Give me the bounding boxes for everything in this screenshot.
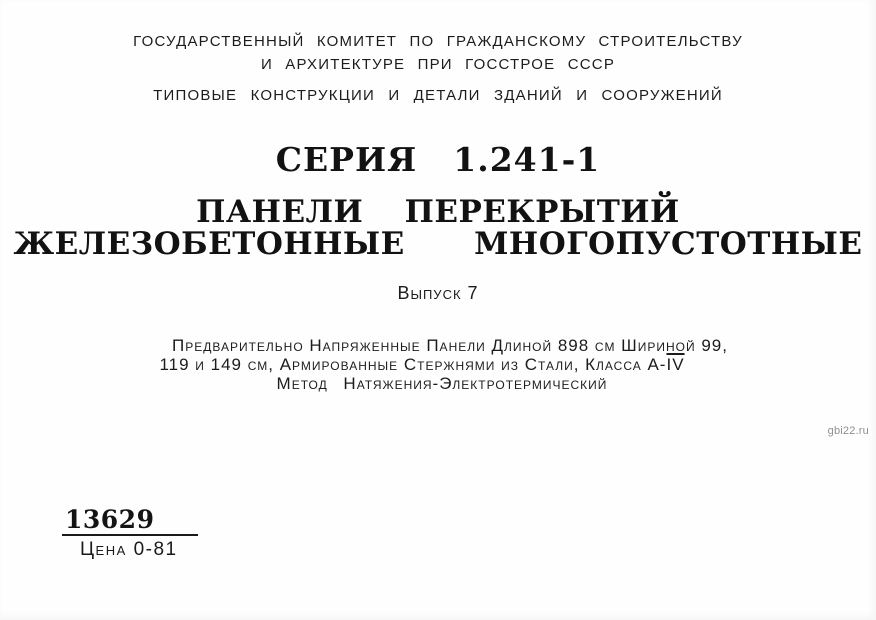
series-label: СЕРИЯ <box>275 140 418 179</box>
main-title-line1: ПАНЕЛИ ПЕРЕКРЫТИЙ <box>196 194 680 230</box>
description-line2 <box>0 355 860 374</box>
catalog-code-underline <box>62 507 198 536</box>
catalog-code: 13629 <box>65 505 155 534</box>
main-title-line2: ЖЕЛЕЗОБЕТОННЫЕ МНОГОПУСТОТНЫЕ <box>13 226 863 262</box>
site-watermark: gbi22.ru <box>827 425 869 437</box>
committee-name-line1: ГОСУДАРСТВЕННЫЙ КОМИТЕТ ПО ГРАЖДАНСКОМУ СТРОИТЕЛЬСТВУ <box>133 33 743 50</box>
committee-name-line2: И АРХИТЕКТУРЕ ПРИ ГОССТРОЕ СССР <box>260 56 616 73</box>
issue-number: Выпуск 7 <box>397 283 479 303</box>
price-label: Цена 0-81 <box>80 539 178 560</box>
footer-block <box>62 507 198 561</box>
description-line3: Метод Натяжения-Электротермический <box>276 374 608 393</box>
description-line1: Предварительно Напряженные Панели Длиной 898 см Шириной 99, <box>172 336 728 355</box>
steel-class-numeral: $\overline{IV}$ <box>666 355 685 374</box>
series-heading <box>0 140 876 179</box>
series-number: 1.241-1 <box>453 140 601 179</box>
collection-title: ТИПОВЫЕ КОНСТРУКЦИИ И ДЕТАЛИ ЗДАНИЙ И СООРУЖЕНИЙ <box>153 87 723 104</box>
description-line2-text: 119 и 149 см, Армированные Стержнями из Стали, Класса А- <box>159 355 667 374</box>
description-paragraph <box>0 336 876 393</box>
